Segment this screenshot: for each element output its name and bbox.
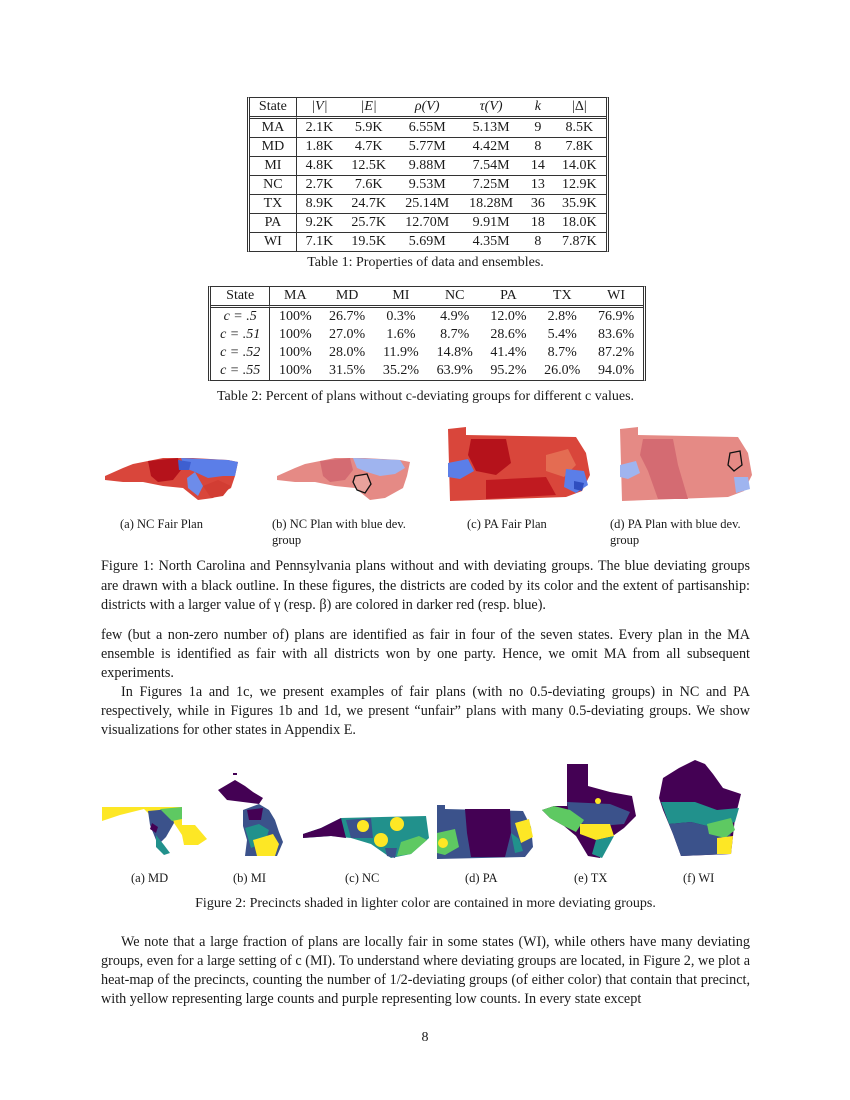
table-cell: 4.7K bbox=[342, 137, 395, 156]
table-cell: 25.7K bbox=[342, 213, 395, 232]
figure-2a-label: (a) MD bbox=[131, 871, 169, 885]
table-cell: 0.3% bbox=[386, 309, 416, 324]
table-1 bbox=[247, 97, 609, 252]
table-cell: 2.7K bbox=[297, 175, 342, 194]
table-cell: 18 bbox=[523, 213, 553, 232]
figure-2e-label: (e) TX bbox=[574, 871, 608, 885]
row-label-cell: c = .5 bbox=[211, 308, 270, 326]
table-cell: 1.6% bbox=[386, 327, 416, 342]
table-row bbox=[250, 213, 606, 232]
table-1-caption: Table 1: Properties of data and ensembles. bbox=[307, 255, 544, 270]
table-cell: 5.4% bbox=[547, 327, 577, 342]
table-row bbox=[250, 232, 606, 251]
wi-heatmap bbox=[655, 758, 747, 858]
mi-heatmap bbox=[213, 770, 293, 858]
pa-fair-plan-map bbox=[446, 425, 591, 503]
table-cell: 8.7% bbox=[440, 327, 470, 342]
figure-1c-label: (c) PA Fair Plan bbox=[467, 517, 547, 531]
table-cell: 24.7K bbox=[342, 194, 395, 213]
table-1-header-row bbox=[250, 98, 606, 119]
table-cell: 13 bbox=[523, 175, 553, 194]
table-cell: 12.5K bbox=[342, 156, 395, 175]
table-header-cell: WI bbox=[589, 287, 643, 308]
table-header-cell: k bbox=[523, 98, 553, 119]
table-header-cell: State bbox=[250, 98, 297, 119]
table-header-cell: MI bbox=[374, 287, 428, 308]
table-cell: 83.6% bbox=[597, 327, 635, 342]
row-label-cell: WI bbox=[250, 232, 297, 251]
table-row bbox=[211, 326, 643, 344]
table-cell: 4.9% bbox=[440, 309, 470, 324]
body-paragraph-3: We note that a large fraction of plans are locally fair in some states (WI), while others have many deviating groups, even for a large setting of c (MI). To understand where deviating groups are located, in Figure 2, we plot a heat-map of the precincts, counting the number of 1/2-deviating groups (of either color) that contain that precinct, with yellow representing large counts and purple representing low counts. In every state except bbox=[101, 934, 750, 1007]
md-heatmap bbox=[100, 805, 208, 865]
table-cell: 9.88M bbox=[395, 156, 459, 175]
body-paragraph-1: few (but a non-zero number of) plans are identified as fair in four of the seven states. Every plan in the MA ensemble is identified as fair with all districts won by one party. Hence, we omit MA from all subsequent experiments. bbox=[101, 627, 750, 681]
table-cell: 87.2% bbox=[597, 345, 635, 360]
table-cell: 31.5% bbox=[329, 363, 366, 378]
table-row bbox=[250, 156, 606, 175]
table-cell: 100% bbox=[278, 345, 312, 360]
table-cell: 9 bbox=[534, 120, 542, 135]
table-cell: 8 bbox=[523, 232, 553, 251]
row-label-cell: MI bbox=[250, 156, 297, 175]
table-header-cell: TX bbox=[535, 287, 589, 308]
figure-2d-label: (d) PA bbox=[465, 871, 498, 885]
figure-1-caption: Figure 1: North Carolina and Pennsylvania plans without and with deviating groups. The blue deviating groups are drawn with a black outline. In these figures, the districts are coded by its color and the extent of partisanship: districts with a larger value of γ (resp. β) are colored in darker red (resp. blue). bbox=[101, 558, 750, 613]
table-cell: 94.0% bbox=[597, 363, 635, 378]
table-cell: 7.25M bbox=[459, 175, 523, 194]
table-row bbox=[211, 308, 643, 326]
table-cell: 76.9% bbox=[597, 309, 635, 324]
table-cell: 9.91M bbox=[459, 213, 523, 232]
page-number: 8 bbox=[421, 1030, 429, 1045]
table-cell: 26.0% bbox=[544, 363, 581, 378]
row-label-cell: c = .55 bbox=[211, 362, 270, 380]
table-cell: 8 bbox=[523, 137, 553, 156]
table-cell: 41.4% bbox=[490, 345, 527, 360]
figure-1d-label: (d) PA Plan with blue dev. group bbox=[610, 517, 741, 547]
table-cell: 14.8% bbox=[436, 345, 473, 360]
table-cell: 28.6% bbox=[490, 327, 527, 342]
table-cell: 100% bbox=[278, 327, 312, 342]
row-label-cell: MD bbox=[250, 137, 297, 156]
nc-blue-dev-group-map bbox=[275, 448, 415, 503]
table-cell: 100% bbox=[278, 363, 312, 378]
table-header-cell: |Δ| bbox=[553, 98, 606, 119]
table-cell: 12.9K bbox=[553, 175, 606, 194]
row-label-cell: c = .51 bbox=[211, 326, 270, 344]
row-label-cell: TX bbox=[250, 194, 297, 213]
table-cell: 4.8K bbox=[297, 156, 342, 175]
nc-fair-plan-map bbox=[103, 448, 243, 503]
figure-2-caption: Figure 2: Precincts shaded in lighter color are contained in more deviating groups. bbox=[195, 896, 656, 911]
figure-2b-label: (b) MI bbox=[233, 871, 266, 885]
table-row bbox=[250, 137, 606, 156]
table-header-cell: |V| bbox=[297, 98, 342, 119]
table-cell: 14 bbox=[523, 156, 553, 175]
figure-2f-label: (f) WI bbox=[683, 871, 715, 885]
table-cell: 5.9K bbox=[354, 120, 383, 135]
table-cell: 12.0% bbox=[490, 309, 527, 324]
table-cell: 26.7% bbox=[329, 309, 366, 324]
figure-1a-label: (a) NC Fair Plan bbox=[120, 517, 203, 531]
table-cell: 18.28M bbox=[459, 194, 523, 213]
table-cell: 4.42M bbox=[459, 137, 523, 156]
table-cell: 7.1K bbox=[297, 232, 342, 251]
row-label-cell: MA bbox=[250, 119, 297, 137]
pa-blue-dev-group-map bbox=[618, 425, 753, 503]
table-cell: 11.9% bbox=[383, 345, 419, 360]
pa-heatmap bbox=[435, 803, 535, 861]
row-label-cell: PA bbox=[250, 213, 297, 232]
figure-2c-label: (c) NC bbox=[345, 871, 380, 885]
table-2-caption: Table 2: Percent of plans without c-deviating groups for different c values. bbox=[216, 389, 635, 404]
tx-heatmap bbox=[540, 760, 640, 860]
table-2-header-row bbox=[211, 287, 643, 308]
table-header-cell: |E| bbox=[342, 98, 395, 119]
table-cell: 35.9K bbox=[553, 194, 606, 213]
table-cell: 7.8K bbox=[553, 137, 606, 156]
body-paragraph-2: In Figures 1a and 1c, we present examples of fair plans (with no 0.5-deviating groups) in NC and PA respectively, while in Figures 1b and 1d, we present “unfair” plans with many 0.5-deviating groups. We show visualizations for other states in Appendix E. bbox=[101, 684, 750, 738]
table-cell: 35.2% bbox=[382, 363, 419, 378]
table-cell: 18.0K bbox=[553, 213, 606, 232]
table-header-cell: ρ(V) bbox=[395, 98, 459, 119]
table-cell: 8.5K bbox=[565, 120, 594, 135]
table-cell: 100% bbox=[278, 309, 312, 324]
table-cell: 27.0% bbox=[329, 327, 366, 342]
table-cell: 14.0K bbox=[553, 156, 606, 175]
table-cell: 1.8K bbox=[297, 137, 342, 156]
table-row bbox=[250, 175, 606, 194]
table-header-cell: τ(V) bbox=[459, 98, 523, 119]
table-header-cell: State bbox=[211, 287, 270, 308]
table-cell: 7.54M bbox=[459, 156, 523, 175]
table-row bbox=[211, 344, 643, 362]
table-cell: 7.6K bbox=[342, 175, 395, 194]
table-header-cell: MD bbox=[320, 287, 374, 308]
table-cell: 2.1K bbox=[305, 120, 334, 135]
table-cell: 5.69M bbox=[395, 232, 459, 251]
table-cell: 9.2K bbox=[297, 213, 342, 232]
table-cell: 25.14M bbox=[395, 194, 459, 213]
table-row bbox=[250, 194, 606, 213]
table-2 bbox=[208, 286, 646, 381]
table-cell: 95.2% bbox=[490, 363, 527, 378]
table-header-cell: PA bbox=[482, 287, 536, 308]
table-cell: 5.13M bbox=[472, 120, 510, 135]
table-header-cell: NC bbox=[428, 287, 482, 308]
table-cell: 7.87K bbox=[553, 232, 606, 251]
table-cell: 2.8% bbox=[547, 309, 577, 324]
nc-heatmap bbox=[301, 808, 431, 860]
table-cell: 12.70M bbox=[395, 213, 459, 232]
table-cell: 6.55M bbox=[408, 120, 446, 135]
table-cell: 19.5K bbox=[342, 232, 395, 251]
table-row bbox=[211, 362, 643, 380]
table-cell: 36 bbox=[523, 194, 553, 213]
table-cell: 63.9% bbox=[436, 363, 473, 378]
table-cell: 8.9K bbox=[297, 194, 342, 213]
row-label-cell: NC bbox=[250, 175, 297, 194]
table-cell: 4.35M bbox=[459, 232, 523, 251]
table-cell: 8.7% bbox=[547, 345, 577, 360]
table-cell: 28.0% bbox=[329, 345, 366, 360]
table-row bbox=[250, 119, 606, 137]
row-label-cell: c = .52 bbox=[211, 344, 270, 362]
table-cell: 5.77M bbox=[395, 137, 459, 156]
table-cell: 9.53M bbox=[395, 175, 459, 194]
figure-1b-label: (b) NC Plan with blue dev. group bbox=[272, 517, 406, 547]
table-header-cell: MA bbox=[270, 287, 320, 308]
